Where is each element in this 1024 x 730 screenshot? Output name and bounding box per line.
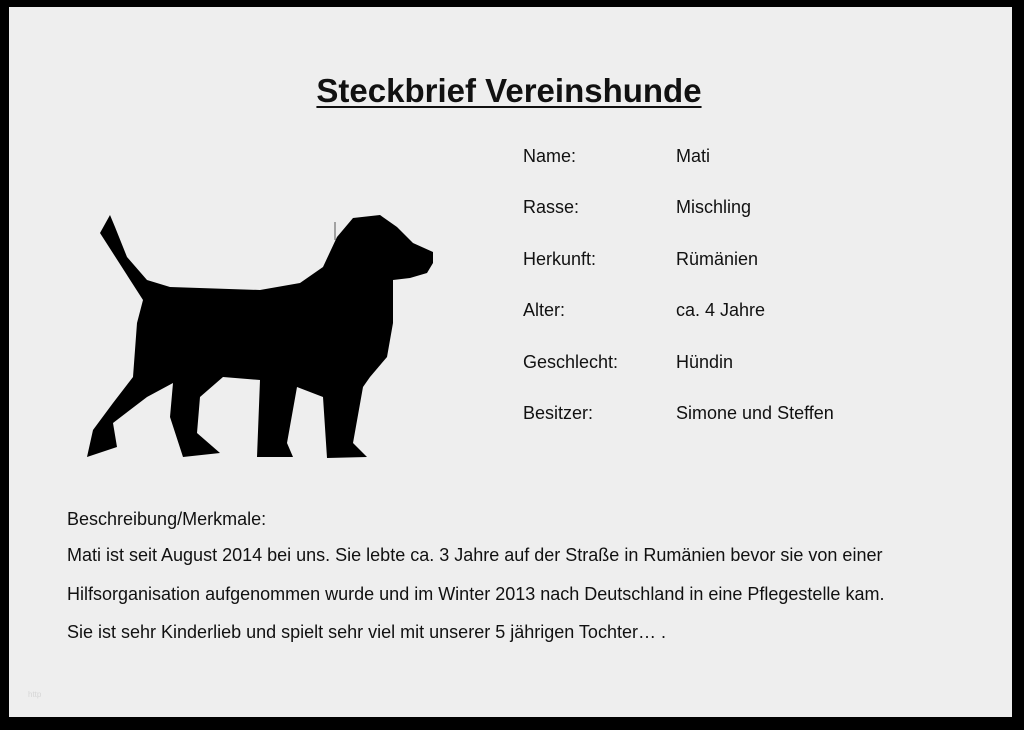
field-value-name: Mati bbox=[676, 146, 711, 166]
watermark: http bbox=[28, 690, 42, 699]
field-label-owner: Besitzer: bbox=[523, 403, 594, 423]
field-value-owner: Simone und Steffen bbox=[676, 403, 834, 423]
field-label-sex: Geschlecht: bbox=[523, 352, 619, 372]
field-value-breed: Mischling bbox=[676, 197, 752, 217]
description-line: Sie ist sehr Kinderlieb und spielt sehr viel mit unserer 5 jährigen Tochter… . bbox=[67, 622, 666, 642]
field-value-sex: Hündin bbox=[676, 352, 734, 372]
dog-icon bbox=[87, 215, 433, 458]
field-label-name: Name: bbox=[523, 146, 577, 166]
description-heading: Beschreibung/Merkmale: bbox=[67, 509, 267, 529]
field-label-age: Alter: bbox=[523, 300, 566, 320]
description-line: Hilfsorganisation aufgenommen wurde und im Winter 2013 nach Deutschland in eine Pflegestelle kam. bbox=[67, 584, 885, 604]
field-value-age: ca. 4 Jahre bbox=[676, 300, 766, 320]
field-value-origin: Rümänien bbox=[676, 249, 759, 269]
description-line: Mati ist seit August 2014 bei uns. Sie lebte ca. 3 Jahre auf der Straße in Rumänien bevor sie von einer bbox=[67, 545, 883, 565]
field-label-origin: Herkunft: bbox=[523, 249, 597, 269]
field-label-breed: Rasse: bbox=[523, 197, 580, 217]
page-title: Steckbrief Vereinshunde bbox=[316, 72, 702, 109]
